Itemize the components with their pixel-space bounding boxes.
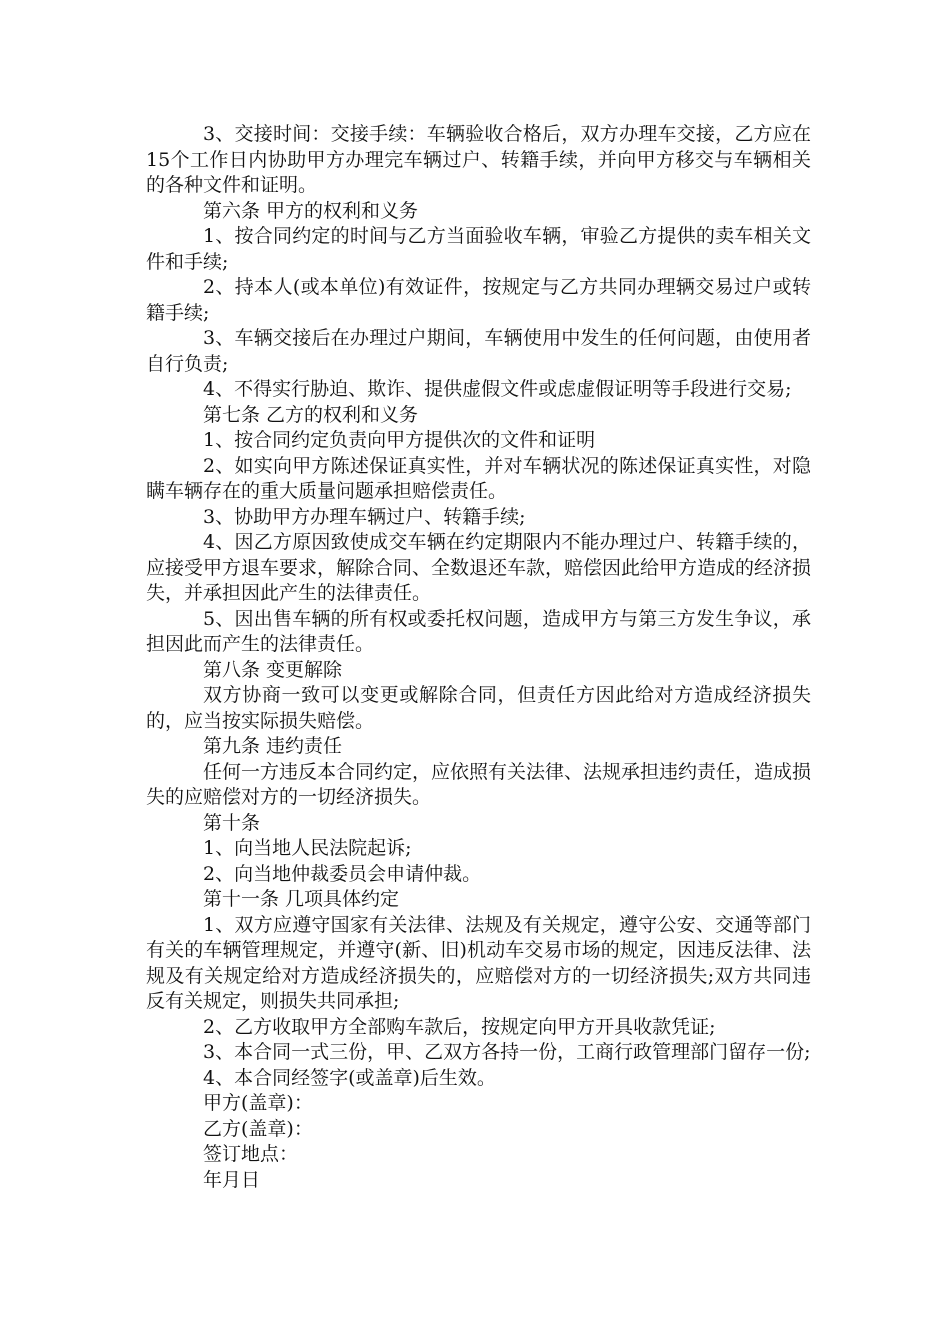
heading-article-7: 第七条 乙方的权利和义务 [203,403,419,426]
paragraph-terms-2: 2、乙方收取甲方全部购车款后，按规定向甲方开具收款凭证; [203,1015,716,1038]
paragraph-party-a-2: 2、持本人(或本单位)有效证件，按规定与乙方共同办理辆交易过户或转籍手续; [146,276,811,324]
heading-article-6: 第六条 甲方的权利和义务 [203,199,419,222]
paragraph-dispute-1: 1、向当地人民法院起诉; [203,837,412,859]
document-body [146,122,811,1193]
paragraph-party-b-2: 2、如实向甲方陈述保证真实性，并对车辆状况的陈述保证真实性，对隐瞒车辆存在的重大质量问题承担赔偿责任。 [146,454,811,502]
paragraph-terms-3: 3、本合同一式三份，甲、乙双方各持一份，工商行政管理部门留存一份; [203,1041,811,1063]
paragraph-party-a-1: 1、按合同约定的时间与乙方当面验收车辆，审验乙方提供的卖车相关文件和手续; [146,225,811,273]
signature-party-b: 乙方(盖章)： [203,1117,313,1140]
heading-article-8: 第八条 变更解除 [203,658,343,681]
paragraph-party-b-3: 3、协助甲方办理车辆过户、转籍手续; [203,505,526,528]
paragraph-terms-1: 1、双方应遵守国家有关法律、法规及有关规定，遵守公安、交通等部门有关的车辆管理规定，并遵守(新、旧)机动车交易市场的规定，因违反法律、法规及有关规定给对方造成经济损失的，应赔偿对方的一切经济损失;双方共同违反有关规定，则损失共同承担; [146,913,811,1012]
paragraph-party-a-4: 4、不得实行胁迫、欺诈、提供虚假文件或虑虚假证明等手段进行交易; [203,378,792,400]
heading-article-10: 第十条 [203,811,261,834]
signing-location: 签订地点： [203,1143,299,1165]
heading-article-11: 第十一条 几项具体约定 [203,888,400,910]
signing-date: 年月日 [203,1168,261,1191]
paragraph-handover-time: 3、交接时间：交接手续：车辆验收合格后，双方办理车交接，乙方应在15个工作日内协助甲方办理完车辆过户、转籍手续，并向甲方移交与车辆相关的各种文件和证明。 [146,123,811,196]
signature-party-a: 甲方(盖章)： [203,1092,313,1114]
paragraph-party-b-1: 1、按合同约定负责向甲方提供次的文件和证明 [203,429,596,451]
paragraph-party-b-5: 5、因出售车辆的所有权或委托权问题，造成甲方与第三方发生争议，承担因此而产生的法律责任。 [146,607,811,655]
paragraph-party-b-4: 4、因乙方原因致使成交车辆在约定期限内不能办理过户、转籍手续的，应接受甲方退车要求，解除合同、全数退还车款，赔偿因此给甲方造成的经济损失，并承担因此产生的法律责任。 [146,531,812,604]
paragraph-modification: 双方协商一致可以变更或解除合同，但责任方因此给对方造成经济损失的，应当按实际损失赔偿。 [146,684,811,732]
paragraph-dispute-2: 2、向当地仲裁委员会申请仲裁。 [203,862,482,885]
paragraph-party-a-3: 3、车辆交接后在办理过户期间，车辆使用中发生的任何问题，由使用者自行负责; [146,327,811,375]
paragraph-terms-4: 4、本合同经签字(或盖章)后生效。 [203,1066,496,1089]
heading-article-9: 第九条 违约责任 [203,735,343,757]
paragraph-breach: 任何一方违反本合同约定，应依照有关法律、法规承担违约责任，造成损失的应赔偿对方的一切经济损失。 [146,760,812,808]
